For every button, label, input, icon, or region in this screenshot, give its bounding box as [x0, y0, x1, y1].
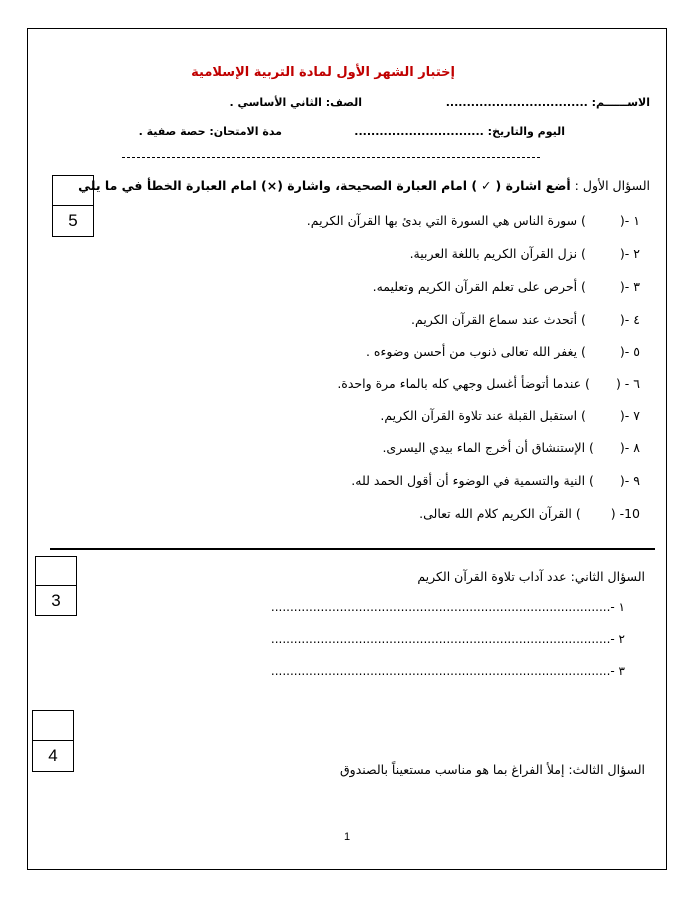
header-divider	[122, 157, 540, 158]
score-q1: 5	[68, 211, 78, 230]
statement-text: ) يغفر الله تعالى ذنوب من أحسن وضوءه .	[365, 344, 586, 359]
section-divider	[50, 548, 655, 550]
statement-2	[410, 246, 640, 261]
statement-4	[411, 312, 640, 327]
score-box-q3	[32, 710, 74, 772]
page-number: 1	[344, 831, 351, 843]
statement-10	[419, 506, 640, 521]
statement-text: ) نزل القرآن الكريم باللغة العربية.	[409, 246, 586, 261]
question1-heading	[78, 178, 650, 193]
statement-number: ٥ -(	[619, 344, 640, 359]
exam-title: إختبار الشهر الأول لمادة التربية الإسلامية	[191, 65, 455, 80]
question2-heading: السؤال الثاني: عدد آداب تلاوة القرآن الكريم	[417, 569, 645, 584]
statement-5	[366, 344, 640, 359]
statement-9	[351, 473, 640, 488]
question1-instruction-start: أضع اشارة (	[495, 178, 571, 193]
statement-number: ٨ -(	[619, 440, 640, 455]
statement-7	[380, 408, 640, 423]
check-mark-icon: ✓	[481, 178, 492, 193]
statement-number: ٧ -(	[619, 408, 640, 423]
name-field: الاســــــم: ..................................	[445, 96, 650, 109]
statement-number: ٩ -(	[619, 473, 640, 488]
statement-number: ١ -(	[619, 213, 640, 228]
statement-3	[373, 279, 640, 294]
answer-line-3[interactable]: ٣ -.........................................................................................	[270, 664, 625, 678]
statement-number: 10- (	[610, 506, 640, 521]
statement-text: ) سورة الناس هي السورة التي بدئ بها القرآن الكريم.	[306, 213, 586, 228]
statement-text: ) النية والتسمية في الوضوء أن أقول الحمد لله.	[351, 473, 594, 488]
score-box-q2	[35, 556, 77, 616]
statement-text: ) استقبل القبلة عند تلاوة القرآن الكريم.	[380, 408, 586, 423]
statement-6	[337, 376, 640, 391]
date-field: اليوم والتاريخ: ...............................	[354, 125, 565, 138]
answer-line-1[interactable]: ١ -.........................................................................................	[270, 600, 625, 614]
statement-text: ) أحرص على تعلم القرآن الكريم وتعليمه.	[372, 279, 586, 294]
answer-line-2[interactable]: ٢ -.........................................................................................	[270, 632, 625, 646]
statement-text: ) أتحدث عند سماع القرآن الكريم.	[411, 312, 586, 327]
statement-number: ٢ -(	[619, 246, 640, 261]
statement-8	[382, 440, 640, 455]
score-q3: 4	[48, 746, 58, 765]
statement-number: ٤ -(	[619, 312, 640, 327]
statement-1	[307, 213, 640, 228]
statement-text: ) عندما أتوضأ أغسل وجهي كله بالماء مرة واحدة.	[337, 376, 590, 391]
statement-text: ) القرآن الكريم كلام الله تعالى.	[419, 506, 581, 521]
question1-instruction-end: ) امام العبارة الصحيحة، واشارة (×) امام العبارة الخطأ في ما يلي	[78, 178, 478, 193]
statement-number: ٣ -(	[619, 279, 640, 294]
question1-label: السؤال الأول :	[574, 178, 650, 193]
duration-label: مدة الامتحان: حصة صفية .	[138, 125, 282, 138]
score-q2: 3	[51, 590, 61, 610]
grade-label: الصف: الثاني الأساسي .	[229, 96, 362, 109]
statement-text: ) الإستنشاق أن أخرج الماء بيدي اليسرى.	[382, 440, 594, 455]
statement-number: ٦ - (	[615, 376, 640, 391]
question3-heading: السؤال الثالث: إملأ الفراغ بما هو مناسب مستعيناً بالصندوق	[339, 762, 645, 777]
